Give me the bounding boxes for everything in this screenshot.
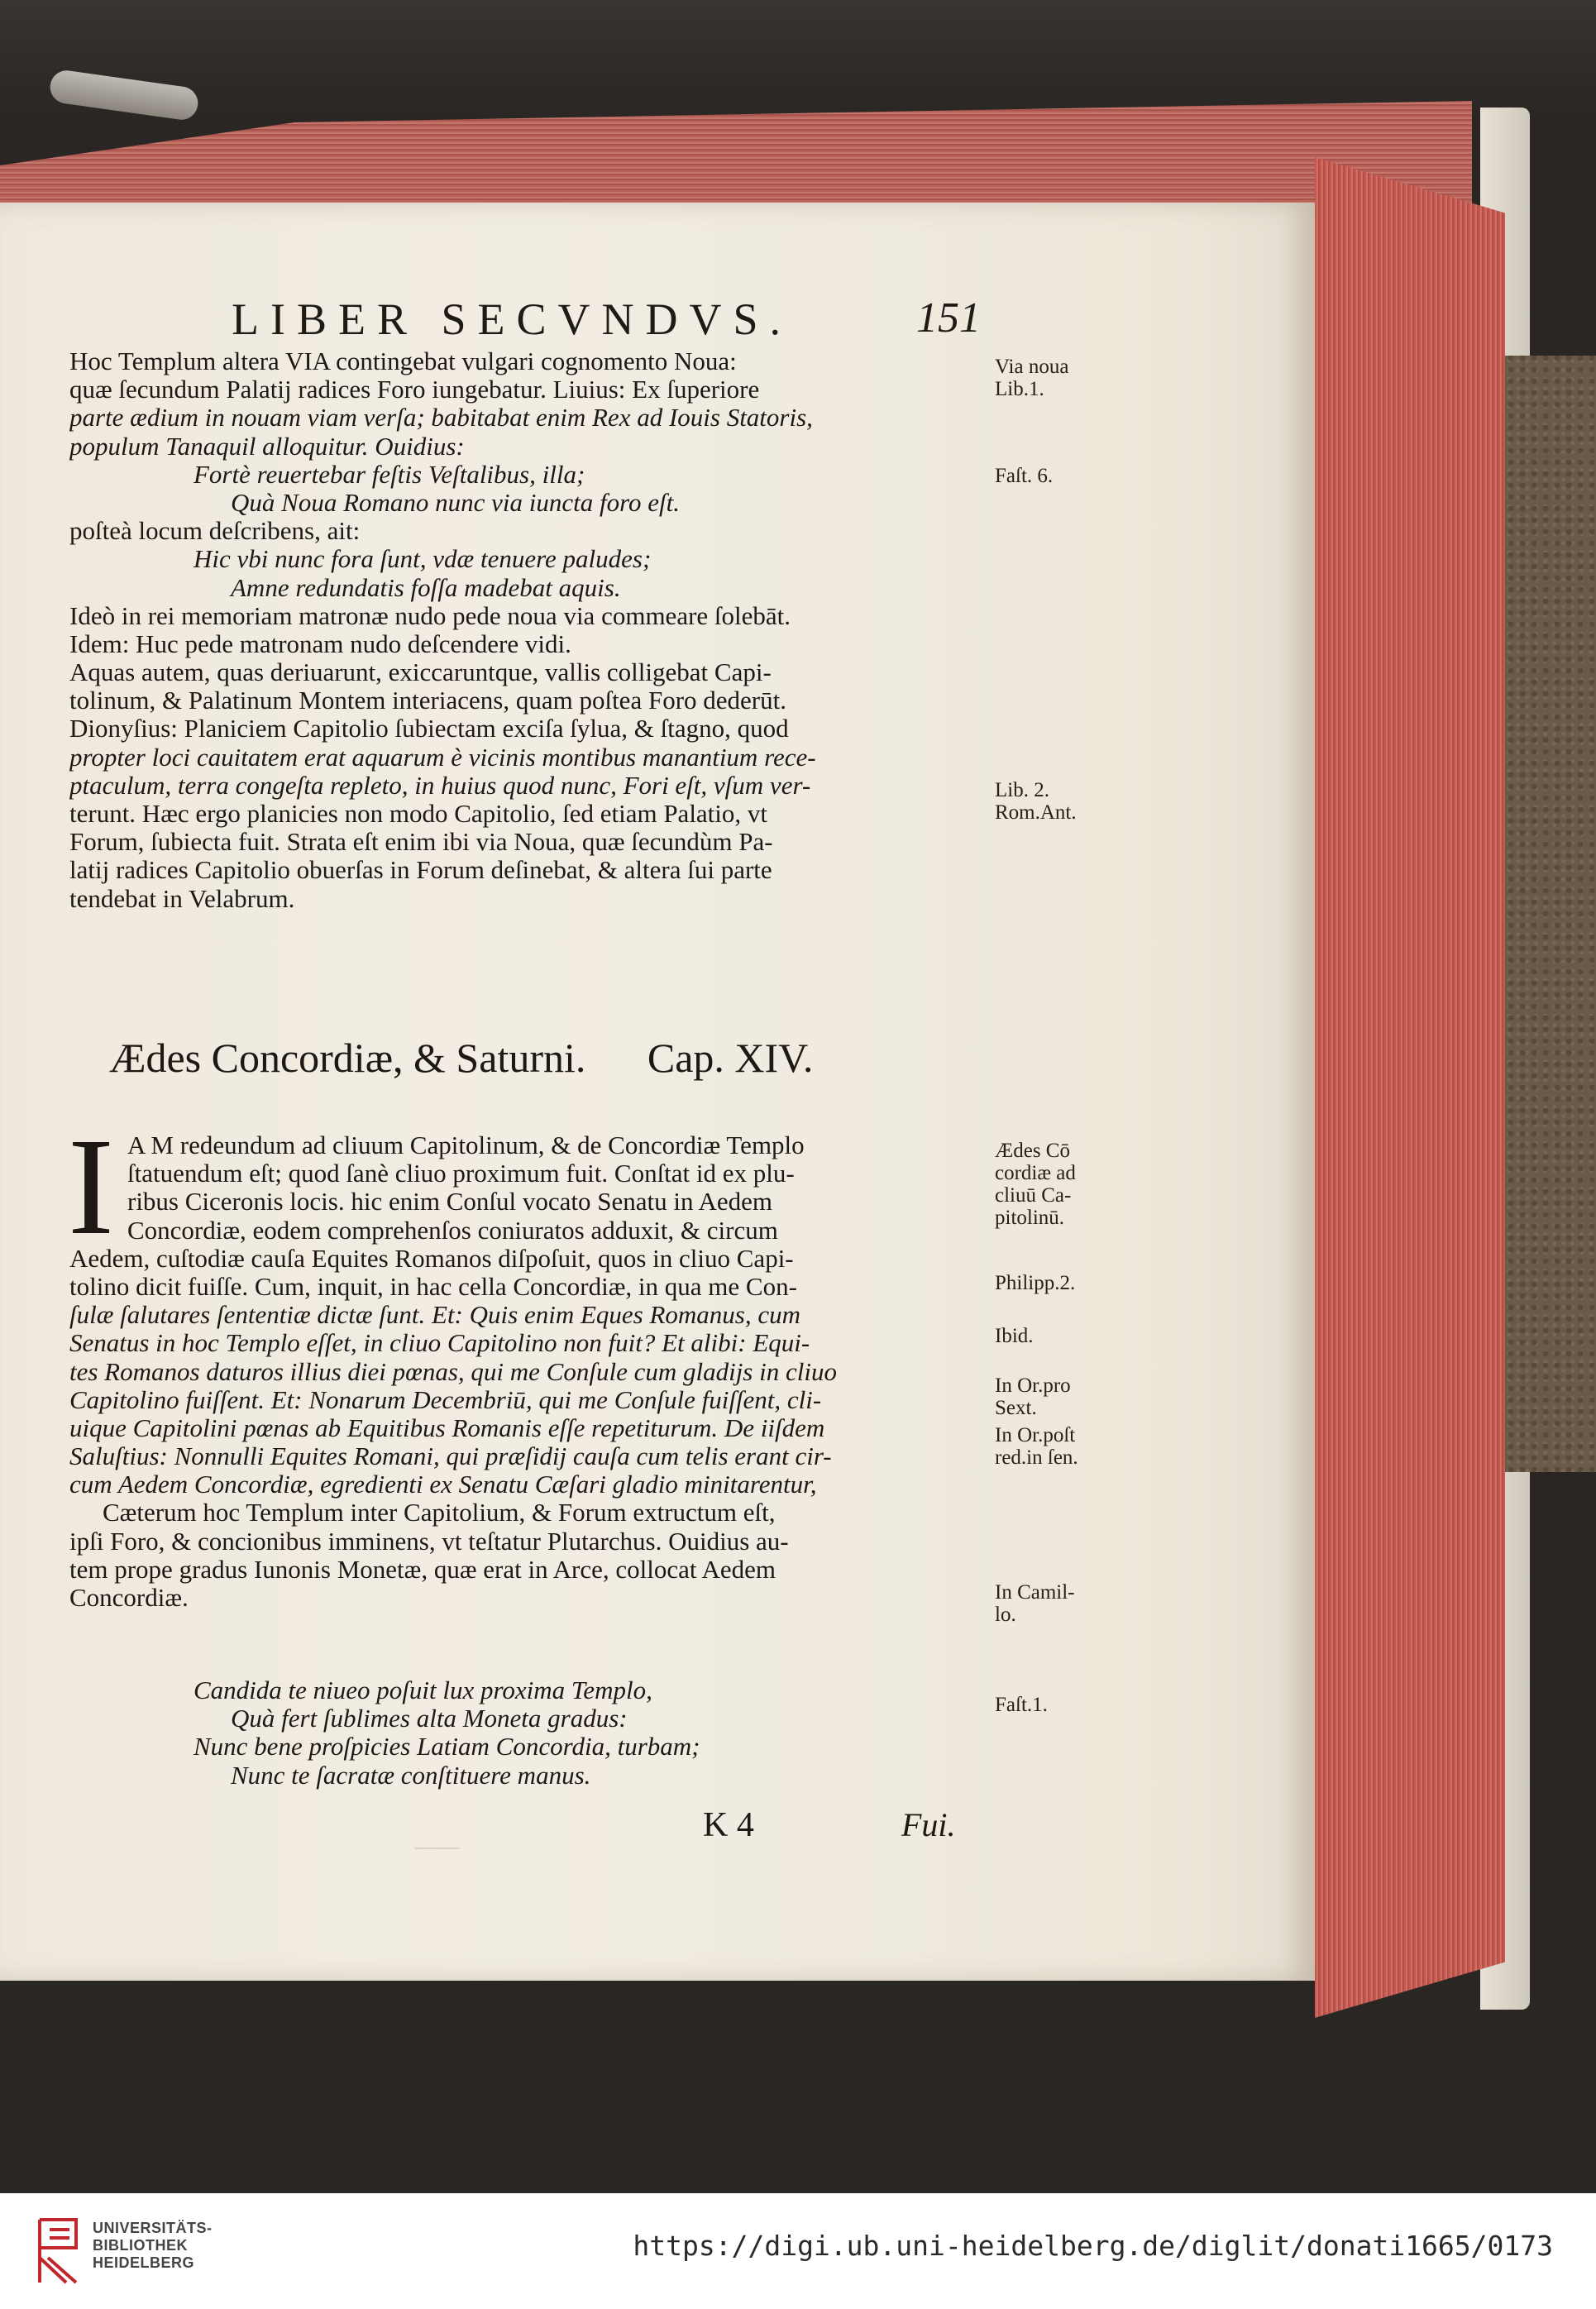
text-line: quæ ſecundum Palatij radices Foro iungebatur. Liuius: Ex ſuperiore	[69, 375, 760, 404]
text-line: populum Tanaquil alloquitur. Ouidius:	[69, 432, 465, 461]
text-line: Idem: Huc pede matronam nudo deſcendere vidi.	[69, 629, 571, 658]
margin-note-line: pitolinū.	[995, 1207, 1065, 1229]
text-line: tem prope gradus Iunonis Monetæ, quæ erat in Arce, collocat Aedem	[69, 1555, 776, 1584]
margin-note	[995, 1140, 1119, 1229]
margin-note-line: Ibid.	[995, 1325, 1034, 1347]
institution-name	[93, 2220, 283, 2272]
margin-note	[995, 356, 1119, 400]
margin-note	[995, 1424, 1119, 1469]
margin-note-line: In Or.poſt	[995, 1424, 1076, 1446]
bleed-through: ⸺	[413, 1832, 461, 1862]
margin-note	[995, 1272, 1119, 1294]
text-line: Aquas autem, quas deriuarunt, exiccaruntque, vallis colligebat Capi-	[69, 658, 772, 687]
institution-line: UNIVERSITÄTS-	[93, 2220, 213, 2236]
margin-note-line: Lib.1.	[995, 378, 1044, 400]
verse-line: Fortè reuertebar feſtis Veſtalibus, illa;	[194, 460, 585, 489]
text-line: Concordiæ, eodem comprehenſos coniuratos adduxit, & circum	[127, 1216, 778, 1245]
verse-block	[69, 1676, 987, 1790]
margin-note-line: In Or.pro	[995, 1374, 1071, 1397]
text-line: ptaculum, terra congeſta repleto, in huius quod nunc, Fori eſt, vſum ver-	[69, 771, 811, 800]
text-line: ſtatuendum eſt; quod ſanè cliuo proximum fuit. Conſtat id ex plu-	[127, 1159, 795, 1188]
text-line: Capitolino fuiſſent. Et: Nonarum Decembriū, qui me Conſule fuiſſent, cli-	[69, 1385, 822, 1414]
text-line: poſteà locum deſcribens, ait:	[69, 517, 361, 546]
margin-note-line: cliuū Ca-	[995, 1184, 1072, 1207]
verse-line: Quà fert ſublimes alta Moneta gradus:	[231, 1704, 628, 1733]
margin-note-line: Philipp.2.	[995, 1272, 1076, 1294]
margin-note	[995, 1581, 1119, 1626]
margin-note-line: red.in ſen.	[995, 1446, 1078, 1469]
university-library-logo[interactable]	[33, 2216, 86, 2286]
drop-cap: I	[68, 1110, 114, 1264]
verse-line: Nunc bene proſpicies Latiam Concordia, turbam;	[194, 1733, 700, 1762]
text-line: Senatus in hoc Templo eſſet, in cliuo Capitolino non fuit? Et alibi: Equi-	[69, 1329, 810, 1358]
margin-note	[995, 465, 1119, 487]
text-line: propter loci cauitatem erat aquarum è vicinis montibus manantium rece-	[69, 743, 816, 772]
margin-note-line: Ædes Cō	[995, 1140, 1070, 1162]
margin-note-line: Faſt. 6.	[995, 465, 1054, 487]
margin-note-line: Rom.Ant.	[995, 801, 1077, 824]
institution-line: HEIDELBERG	[93, 2254, 195, 2271]
text-line: latij radices Capitolio obuerſas in Forum deſinebat, & altera ſui parte	[69, 856, 772, 885]
text-line: Forum, ſubiecta fuit. Strata eſt enim ibi via Noua, quæ ſecundùm Pa-	[69, 828, 773, 857]
margin-note	[995, 1374, 1119, 1419]
catchword: Fui.	[901, 1806, 956, 1843]
text-line: terunt. Hæc ergo planicies non modo Capitolio, ſed etiam Palatio, vt	[69, 800, 768, 828]
text-line: ſulæ ſalutares ſententiæ dictæ ſunt. Et: Quis enim Eques Romanus, cum	[69, 1301, 800, 1330]
text-line: ipſi Foro, & concionibus imminens, vt teſtatur Plutarchus. Ouidius au-	[69, 1527, 789, 1556]
text-line: ribus Ciceronis locis. hic enim Conſul vocato Senatu in Aedem	[127, 1188, 773, 1217]
text-line: cum Aedem Concordiæ, egredienti ex Senatu Cæſari gladio minitarentur,	[69, 1470, 817, 1499]
text-line: Ideò in rei memoriam matronæ nudo pede noua via commeare ſolebāt.	[69, 601, 791, 630]
margin-note-line: Sext.	[995, 1397, 1037, 1419]
text-line: tolino dicit fuiſſe. Cum, inquit, in hac cella Concordiæ, in qua me Con-	[69, 1272, 797, 1301]
viewer-footer	[0, 2193, 1596, 2309]
text-line: Aedem, cuſtodiæ cauſa Equites Romanos diſpoſuit, quos in cliuo Capi-	[69, 1244, 794, 1273]
verse-line: Hic vbi nunc fora ſunt, vdæ tenuere paludes;	[194, 545, 652, 574]
text-block-1	[69, 347, 987, 913]
page-number: 151	[916, 294, 981, 342]
margin-note-line: Lib. 2.	[995, 779, 1049, 801]
text-line: uique Capitolini pœnas ab Equitibus Romanis eſſe repetiturum. De iiſdem	[69, 1413, 825, 1442]
text-line: tendebat in Velabrum.	[69, 884, 295, 913]
margin-note-line: cordiæ ad	[995, 1162, 1076, 1184]
verse-line: Quà Noua Romano nunc via iuncta foro eſt.	[231, 488, 681, 517]
running-head: LIBER SECVNDVS.	[232, 294, 793, 344]
text-line: A M redeundum ad cliuum Capitolinum, & de Concordiæ Templo	[127, 1131, 805, 1159]
text-line: tes Romanos daturos illius diei pœnas, qui me Conſule cum gladijs in cliuo	[69, 1357, 837, 1386]
margin-note-line: In Camil-	[995, 1581, 1075, 1604]
text-line: parte ædium in nouam viam verſa; babitabat enim Rex ad Iouis Statoris,	[69, 404, 813, 433]
text-line: Cæterum hoc Templum inter Capitolium, & Forum extructum eſt,	[103, 1499, 776, 1527]
verse-line: Nunc te ſacratæ conſtituere manus.	[231, 1761, 591, 1790]
chapter-number: Cap. XIV.	[647, 1035, 814, 1081]
verse-line: Amne redundatis foſſa madebat aquis.	[231, 573, 621, 602]
text-block-2	[69, 1131, 987, 1612]
margin-note	[995, 1325, 1119, 1347]
signature-mark: K 4	[703, 1806, 754, 1844]
institution-line: BIBLIOTHEK	[93, 2237, 188, 2254]
margin-note	[995, 1694, 1119, 1716]
margin-note	[995, 779, 1119, 824]
page-edges-right	[1315, 157, 1505, 2018]
permalink-url[interactable]: https://digi.ub.uni-heidelberg.de/diglit/donati1665/0173	[633, 2230, 1553, 2262]
text-line: Saluſtius: Nonnulli Equites Romani, qui præſidij cauſa cum telis erant cir-	[69, 1442, 832, 1471]
text-line: Concordiæ.	[69, 1584, 189, 1612]
text-line: Dionyſius: Planiciem Capitolio ſubiectam exciſa ſylua, & ſtagno, quod	[69, 715, 789, 743]
margin-note-line: Via noua	[995, 356, 1069, 378]
chapter-heading	[109, 1034, 969, 1082]
chapter-title: Ædes Concordiæ, & Saturni.	[109, 1035, 586, 1081]
margin-note-line: lo.	[995, 1604, 1016, 1626]
verse-line: Candida te niueo poſuit lux proxima Templo,	[194, 1676, 652, 1704]
text-line: tolinum, & Palatinum Montem interiacens, quam poſtea Foro dederūt.	[69, 686, 786, 715]
margin-note-line: Faſt.1.	[995, 1694, 1048, 1716]
text-line: Hoc Templum altera VIA contingebat vulgari cognomento Noua:	[69, 347, 737, 375]
